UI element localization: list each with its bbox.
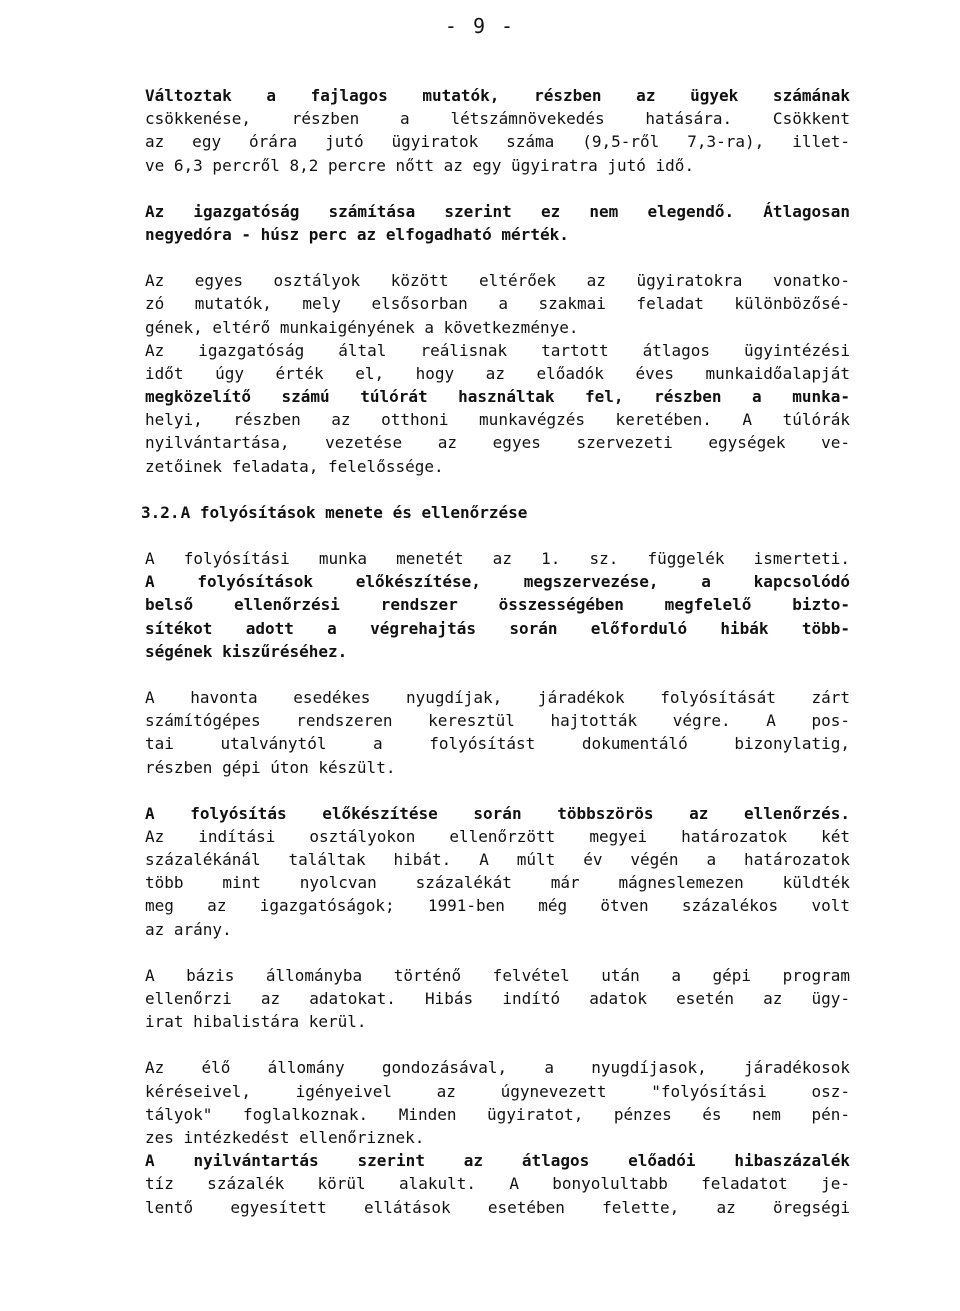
text-line: A bázis állományba történő felvétel után a gépi program bbox=[145, 965, 850, 985]
text-line: számítógépes rendszeren keresztül hajtották végre. A pos- bbox=[145, 711, 850, 731]
text-line: zes intézkedést ellenőriznek. bbox=[145, 1127, 425, 1147]
section-title: A folyósítások menete és ellenőrzése bbox=[180, 502, 528, 522]
text-line: helyi, részben az otthoni munkavégzés keretében. A túlórák bbox=[145, 410, 850, 430]
paragraph-osztalyok bbox=[145, 269, 850, 478]
text-line: Az egyes osztályok között eltérőek az ügyiratokra vonatko- bbox=[145, 271, 850, 291]
text-line: az egy órára jutó ügyiratok száma (9,5-ről 7,3-ra), illet- bbox=[145, 132, 850, 152]
paragraph-elo-allomany bbox=[145, 1056, 850, 1218]
text-line: százalékánál találtak hibát. A múlt év végén a határozatok bbox=[145, 850, 850, 870]
text-line: ve 6,3 percről 8,2 percre nőtt az egy ügyiratra jutó idő. bbox=[145, 155, 695, 175]
section-number: 3.2. bbox=[141, 502, 180, 522]
text-line: A havonta esedékes nyugdíjak, járadékok folyósítását zárt bbox=[145, 687, 850, 707]
text-line: tályok" foglalkoznak. Minden ügyiratot, pénzes és nem pén- bbox=[145, 1104, 850, 1124]
text-line: Változtak a fajlagos mutatók, részben az ügyek számának bbox=[145, 86, 850, 105]
text-line: A folyósítási munka menetét az 1. sz. függelék ismerteti. bbox=[145, 549, 850, 569]
text-line: csökkenése, részben a létszámnövekedés hatására. Csökkent bbox=[145, 109, 850, 129]
text-line: Az élő állomány gondozásával, a nyugdíjasok, járadékosok bbox=[145, 1058, 850, 1078]
text-line: belső ellenőrzési rendszer összességében megfelelő bizto- bbox=[145, 595, 850, 615]
text-line: nyilvántartása, vezetése az egyes szervezeti egységek ve- bbox=[145, 433, 850, 453]
paragraph-nyugdijak bbox=[145, 686, 850, 779]
document-body bbox=[141, 84, 850, 1219]
paragraph-fajlagos-mutatok bbox=[145, 84, 850, 177]
section-heading bbox=[141, 501, 850, 524]
text-line: Az igazgatóság által reálisnak tartott átlagos ügyintézési bbox=[145, 340, 850, 360]
text-line: sítékot adott a végrehajtás során előforduló hibák több- bbox=[145, 618, 850, 638]
text-line: Az indítási osztályokon ellenőrzött megyei határozatok két bbox=[145, 826, 850, 846]
text-line: A folyósítás előkészítése során többszörös az ellenőrzés. bbox=[145, 803, 850, 823]
text-line: ségének kiszűréséhez. bbox=[145, 641, 348, 661]
paragraph-igazgatosag-szamitasa bbox=[145, 200, 850, 246]
text-line: zó mutatók, mely elsősorban a szakmai feladat különbözősé- bbox=[145, 294, 850, 314]
text-line: A nyilvántartás szerint az átlagos előadói hibaszázalék bbox=[145, 1151, 850, 1171]
paragraph-folyositasi-munka bbox=[145, 547, 850, 663]
text-line: zetőinek feladata, felelőssége. bbox=[145, 456, 444, 476]
text-line: tai utalványtól a folyósítást dokumentáló bizonylatig, bbox=[145, 734, 850, 754]
text-line: részben gépi úton készült. bbox=[145, 757, 396, 777]
text-line: az arány. bbox=[145, 919, 232, 939]
text-line: megközelítő számú túlórát használtak fel, részben a munka- bbox=[145, 387, 850, 407]
text-line: gének, eltérő munkaigényének a következménye. bbox=[145, 317, 579, 337]
paragraph-bazis-allomany bbox=[145, 964, 850, 1034]
text-line: Az igazgatóság számítása szerint ez nem elegendő. Átlagosan bbox=[145, 201, 850, 221]
text-line: kéréseivel, igényeivel az úgynevezett "folyósítási osz- bbox=[145, 1081, 850, 1101]
text-line: ellenőrzi az adatokat. Hibás indító adatok esetén az ügy- bbox=[145, 989, 850, 1009]
text-line: időt úgy érték el, hogy az előadók éves munkaidőalapját bbox=[145, 363, 850, 383]
text-line: meg az igazgatóságok; 1991-ben még ötven százalékos volt bbox=[145, 896, 850, 916]
text-line: több mint nyolcvan százalékát már mágneslemezen küldték bbox=[145, 873, 850, 893]
text-line: A folyósítások előkészítése, megszervezése, a kapcsolódó bbox=[145, 572, 850, 592]
page-number: - 9 - bbox=[444, 14, 516, 38]
paragraph-ellenorzes bbox=[145, 802, 850, 941]
text-line: irat hibalistára kerül. bbox=[145, 1012, 367, 1032]
text-line: lentő egyesített ellátások esetében felette, az öregségi bbox=[145, 1197, 850, 1217]
text-line: negyedóra - húsz perc az elfogadható mérték. bbox=[145, 224, 569, 244]
text-line: tíz százalék körül alakult. A bonyolultabb feladatot je- bbox=[145, 1174, 850, 1194]
